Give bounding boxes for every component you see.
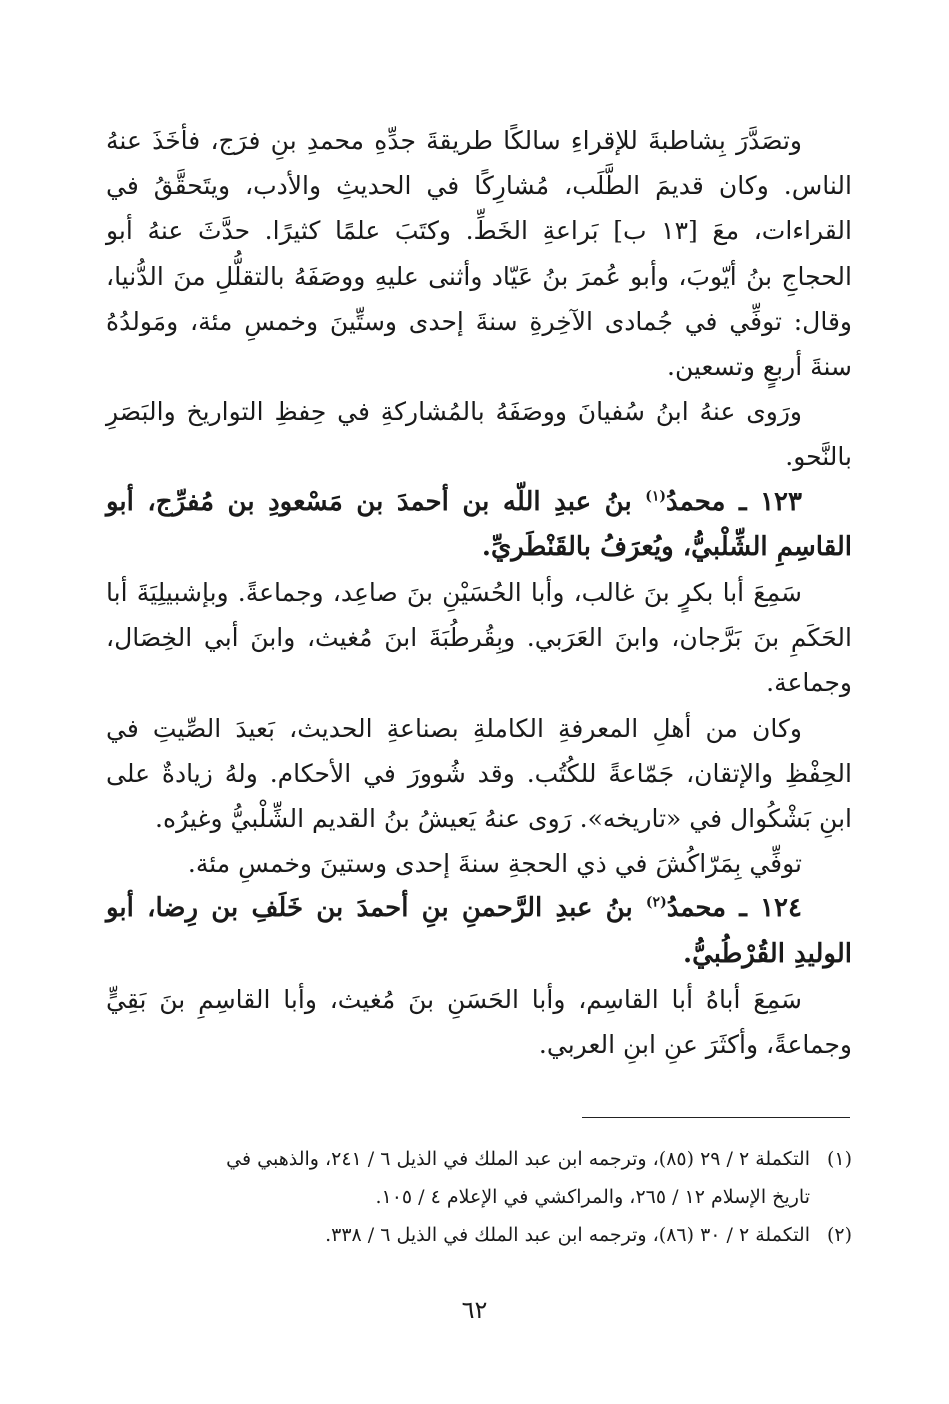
entry-number-123: ١٢٣ ـ محمدُ — [666, 486, 802, 517]
entry-heading-123 — [106, 480, 852, 570]
paragraph-1: وتصَدَّرَ بِشاطبةَ للإقراءِ سالكًا طريقةَ جدِّهِ محمدِ بنِ فرَج، فأخَذَ عنهُ الناس. وكان قديمَ الطَّلَب، مُشارِكًا في الحديثِ والأدب، ويتَحقَّقُ في القراءات، معَ [١٣ ب] بَراعةِ الخَطِّ. وكتَبَ علمًا كثيرًا. حدَّثَ عنهُ أبو الحجاجِ بنُ أيّوبَ، وأبو عُمرَ بنُ عَيّاد وأثنى عليهِ ووصَفَهُ بالتقلُّلِ منَ الدُّنيا، وقال: توفِّي في جُمادى الآخِرةِ سنةَ إحدى وستِّينَ وخمسِ مئة، ومَولدُهُ سنةَ أربعٍ وتسعين. — [106, 126, 852, 382]
footnote-divider — [582, 1117, 850, 1118]
entry-name-123: بنُ عبدِ اللّه بن أحمدَ بن مَسْعودِ بن مُفرِّج، أبو القاسِمِ الشِّلْبيُّ، ويُعرَفُ بالقَنْطَريِّ. — [106, 486, 852, 562]
page-number: ٦٢ — [461, 1296, 488, 1324]
entry-heading-124 — [106, 886, 852, 976]
paragraph-4: وكان من أهلِ المعرفةِ الكاملةِ بصناعةِ الحديث، بَعيدَ الصِّيتِ في الحِفْظِ والإتقان، جَمّاعةً للكُتُب. وقد شُوورَ في الأحكام. ولهُ زيادةٌ على ابنِ بَشْكُوال في «تاريخه». رَوى عنهُ يَعيشُ بنُ القديم الشِّلْبيُّ وغيرُه. — [106, 713, 852, 834]
footnote-1 — [102, 1140, 852, 1178]
footnote-1-continuation: تاريخ الإسلام ١٢ / ٢٦٥، والمراكشي في الإعلام ٤ / ١٠٥. — [375, 1186, 810, 1208]
entry-number-124: ١٢٤ ـ محمدُ — [666, 893, 802, 924]
footnote-ref-2: (٢) — [645, 894, 667, 911]
footnotes-block — [102, 1140, 852, 1254]
footnote-1-mark: (١) — [826, 1148, 852, 1170]
paragraph-3: سَمِعَ أبا بكرٍ بنَ غالب، وأبا الحُسَيْنِ بنَ صاعِد، وجماعةً. وبإشبيلِيَةَ أبا الحَكَمِ بنَ بَرَّجان، وابنَ العَرَبي. وبِقُرطُبَةَ ابنَ مُغيث، وابنَ أبي الخِصَال، وجماعة. — [106, 578, 852, 698]
main-text-block — [106, 118, 852, 1067]
footnote-ref-1: (١) — [645, 487, 667, 504]
footnote-2 — [102, 1216, 852, 1254]
footnote-2-mark: (٢) — [826, 1224, 852, 1246]
paragraph-6: سَمِعَ أباهُ أبا القاسِم، وأبا الحَسَنِ بنَ مُغيث، وأبا القاسِمِ بنَ بَقِيٍّ وجماعةً، وأكثَرَ عنِ ابنِ العربي. — [106, 984, 852, 1060]
paragraph-2: ورَوى عنهُ ابنُ سُفيانَ ووصَفَهُ بالمُشاركةِ في حِفظِ التواريخ والبَصَرِ بالنَّحو. — [106, 397, 852, 472]
entry-name-124: بنُ عبدِ الرَّحمنِ بنِ أحمدَ بن خَلَفِ بن رِضا، أبو الوليدِ القُرْطُبيُّ. — [106, 893, 852, 969]
paragraph-5: توفِّي بِمَرّاكُشَ في ذي الحجةِ سنةَ إحدى وستينَ وخمسِ مئة. — [187, 849, 802, 879]
footnote-2-text: التكملة ٢ / ٣٠ (٨٦)، وترجمه ابن عبد الملك في الذيل ٦ / ٣٣٨. — [325, 1224, 810, 1246]
footnote-1-text: التكملة ٢ / ٢٩ (٨٥)، وترجمه ابن عبد الملك في الذيل ٦ / ٢٤١، والذهبي في — [226, 1148, 810, 1170]
